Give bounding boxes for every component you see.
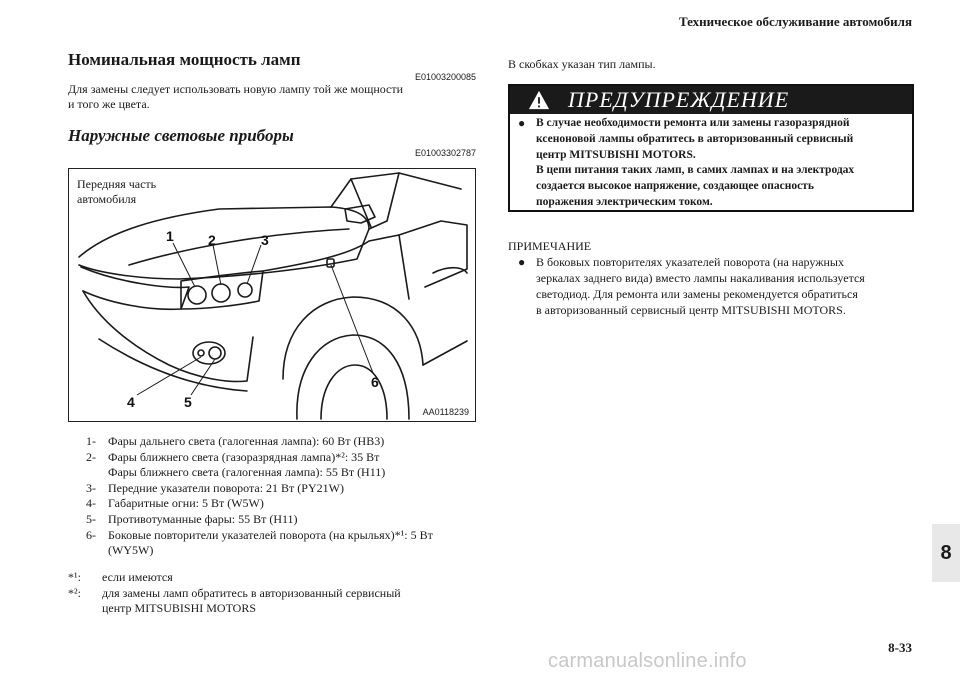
section-title: Номинальная мощность ламп xyxy=(68,50,301,69)
leader-5 xyxy=(191,359,215,395)
subsection-title: Наружные световые приборы xyxy=(68,126,294,145)
list-item-number: 3- xyxy=(86,480,96,495)
position-lamp xyxy=(198,350,204,356)
list-item xyxy=(86,528,478,559)
grille-area xyxy=(81,267,189,309)
leader-3 xyxy=(247,245,261,284)
leader-6 xyxy=(331,265,373,373)
list-item-number: 6- xyxy=(86,527,96,542)
leader-2 xyxy=(213,245,221,285)
list-item-text: Противотуманные фары: 55 Вт (H11) xyxy=(108,511,298,526)
list-item xyxy=(86,450,478,481)
note-block xyxy=(508,238,918,318)
warning-title: ПРЕДУПРЕЖДЕНИЕ xyxy=(568,87,790,112)
note-line: светодиод. Для ремонта или замены рекомендуется обратиться xyxy=(536,287,858,301)
bullet-icon: ● xyxy=(518,255,526,269)
list-item-number: 2- xyxy=(86,449,96,464)
list-item-text: Боковые повторители указателей поворота (на крыльях)*¹: 5 Вт xyxy=(108,527,433,542)
callout-4: 4 xyxy=(127,394,135,410)
note-line: зеркалах заднего вида) вместо лампы накаливания используется xyxy=(536,271,865,285)
intro-line-1: Для замены следует использовать новую лампу той же мощности xyxy=(68,82,404,96)
roof-line xyxy=(399,173,461,189)
warning-line: В цепи питания таких ламп, в самих лампах и на электродах xyxy=(536,164,855,177)
low-beam-lamp xyxy=(212,284,230,302)
turn-lamp-housing xyxy=(238,283,252,297)
front-fender xyxy=(263,235,409,299)
bumper-lower xyxy=(99,339,247,391)
watermark: carmanualsonline.info xyxy=(548,650,747,672)
side-body xyxy=(399,221,467,287)
subsection-code: E01003302787 xyxy=(414,148,476,158)
list-item xyxy=(86,512,478,528)
page-number: 8-33 xyxy=(888,640,912,655)
bullet-icon: ● xyxy=(518,116,526,130)
list-item-number: 5- xyxy=(86,511,96,526)
footnote-text: если имеются xyxy=(102,570,173,584)
list-item-text-extra: (WY5W) xyxy=(108,543,154,558)
callout-3: 3 xyxy=(261,232,269,248)
leader-4 xyxy=(137,357,201,395)
note-title: ПРИМЕЧАНИЕ xyxy=(508,239,592,253)
list-item xyxy=(86,481,478,497)
list-item-text: Передние указатели поворота: 21 Вт (PY21W) xyxy=(108,480,344,495)
lamp-list xyxy=(86,434,478,559)
list-item-number: 1- xyxy=(86,434,96,448)
footnotes xyxy=(68,570,478,617)
warning-triangle-icon xyxy=(528,89,550,111)
warning-body xyxy=(518,116,906,211)
left-column xyxy=(68,50,476,158)
footnote xyxy=(68,570,478,586)
note-item xyxy=(518,254,918,318)
warning-line: создается высокое напряжение, создающее опасность xyxy=(536,180,814,193)
car-front-figure xyxy=(68,168,476,422)
intro-line-2: и того же цвета. xyxy=(68,97,150,111)
list-item-number: 4- xyxy=(86,496,96,511)
footnote-mark: *¹: xyxy=(68,570,81,584)
figure-code: AA0118239 xyxy=(422,407,469,417)
warning-line: поражения электрическим током. xyxy=(536,195,713,208)
callout-2: 2 xyxy=(208,232,216,248)
fog-lamp xyxy=(209,347,221,359)
warning-box xyxy=(508,84,914,212)
callout-1: 1 xyxy=(166,228,174,244)
footnote xyxy=(68,586,478,617)
warning-line: В случае необходимости ремонта или замены газоразрядной xyxy=(536,117,850,129)
footnote-text: для замены ламп обратитесь в авторизованный сервисный xyxy=(102,585,401,600)
wheel-arch xyxy=(283,297,423,379)
callout-6: 6 xyxy=(371,374,379,390)
front-bumper xyxy=(83,291,253,381)
warning-line: центр MITSUBISHI MOTORS. xyxy=(536,148,696,161)
warning-line: ксеноновой лампы обратитесь в авторизованный сервисный xyxy=(536,132,854,145)
high-beam-lamp xyxy=(188,286,206,304)
warning-item xyxy=(518,116,906,211)
footnote-mark: *²: xyxy=(68,585,81,600)
note-line: В боковых повторителях указателей поворота (на наружных xyxy=(536,255,844,269)
list-item-text: Фары ближнего света (газоразрядная лампа)*²: 35 Вт xyxy=(108,449,380,464)
figure-label-line-2: автомобиля xyxy=(77,192,137,206)
front-wheel xyxy=(297,335,409,419)
list-item xyxy=(86,496,478,512)
footnote-text: центр MITSUBISHI MOTORS xyxy=(102,601,257,616)
list-item-text: Габаритные огни: 5 Вт (W5W) xyxy=(108,496,264,511)
callout-5: 5 xyxy=(184,394,192,410)
figure-label xyxy=(77,177,156,207)
warning-header xyxy=(510,86,912,114)
bracket-note: В скобках указан тип лампы. xyxy=(508,57,656,71)
note-line: в авторизованный сервисный центр MITSUBISHI MOTORS. xyxy=(536,303,846,317)
hood-crease xyxy=(129,229,349,265)
list-item xyxy=(86,434,478,450)
chapter-tab: 8 xyxy=(932,524,960,582)
list-item-text-extra: Фары ближнего света (галогенная лампа): 55 Вт (H11) xyxy=(108,465,386,480)
running-header: Техническое обслуживание автомобиля xyxy=(678,14,912,29)
list-item-text: Фары дальнего света (галогенная лампа): 60 Вт (HB3) xyxy=(108,434,385,448)
side-sill xyxy=(423,341,467,365)
section-code: E01003200085 xyxy=(414,72,476,82)
figure-label-line-1: Передняя часть xyxy=(77,177,157,191)
